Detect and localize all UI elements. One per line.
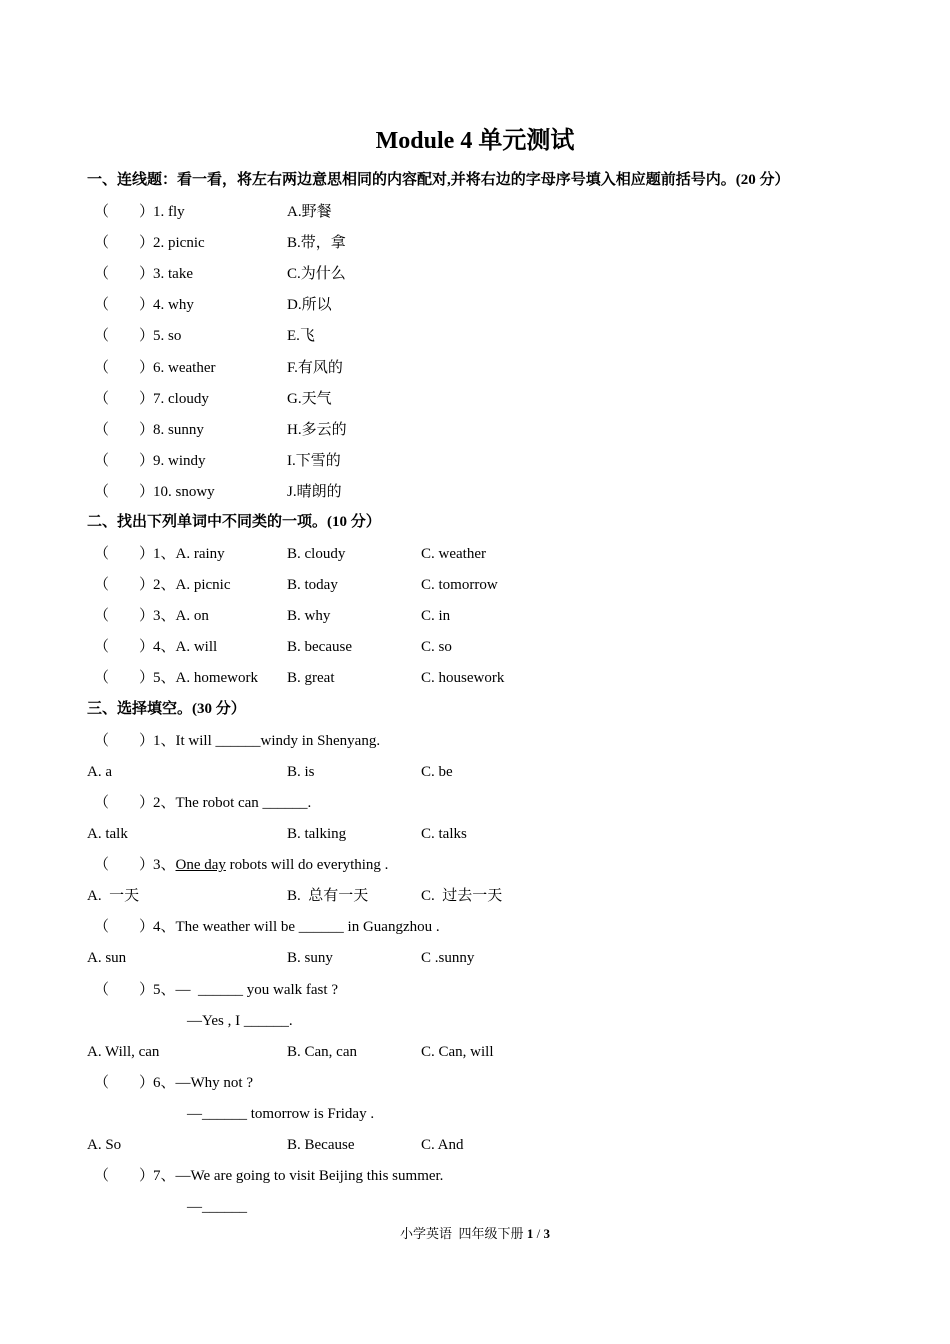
section2-heading: 二、找出下列单词中不同类的一项。(10 分） [87, 514, 381, 530]
question-5: （ ） 5、— ______ you walk fast ? [94, 982, 338, 998]
question-6-options: A. So B. Because C. And [87, 1137, 464, 1153]
question-5-reply: —Yes , I ______. [187, 1013, 293, 1029]
match-row: （ ） 2. picnic B.带，拿 [94, 235, 346, 251]
match-row: （ ） 5. so E.飞 [94, 328, 315, 344]
question-2: （ ） 2、The robot can ______. [94, 795, 312, 811]
odd-one-out-row: （ ） 1、A. rainy B. cloudy C. weather [94, 546, 486, 562]
question-4-options: A. sun B. suny C .sunny [87, 950, 475, 966]
match-row: （ ） 6. weather F.有风的 [94, 360, 343, 376]
match-row: （ ） 1. fly A.野餐 [94, 204, 332, 220]
match-row: （ ） 4. why D.所以 [94, 297, 332, 313]
match-row: （ ） 10. snowy J.晴朗的 [94, 484, 342, 500]
odd-one-out-row: （ ） 5、A. homework B. great C. housework [94, 670, 505, 686]
question-3-options: A. 一天 B. 总有一天 C. 过去一天 [87, 888, 503, 904]
question-3: （ ） 3、One day robots will do everything . [94, 857, 389, 873]
question-2-options: A. talk B. talking C. talks [87, 826, 467, 842]
match-row: （ ） 3. take C.为什么 [94, 266, 346, 282]
page-footer: 小学英语 四年级下册 1 / 3 [400, 1226, 550, 1241]
page-total: 3 [543, 1226, 550, 1241]
page-number: 1 [526, 1226, 534, 1241]
page-title: Module 4 单元测试 [375, 128, 575, 154]
match-row: （ ） 7. cloudy G.天气 [94, 391, 332, 407]
question-7-reply: —______ [187, 1199, 247, 1215]
question-1-options: A. a B. is C. be [87, 764, 453, 780]
section1-heading: 一、连线题：看一看，将左右两边意思相同的内容配对,并将右边的字母序号填入相应题前括号内。(20 分） [87, 172, 790, 188]
question-4: （ ） 4、The weather will be ______ in Guangzhou . [94, 919, 440, 935]
odd-one-out-row: （ ） 4、A. will B. because C. so [94, 639, 452, 655]
odd-one-out-row: （ ） 2、A. picnic B. today C. tomorrow [94, 577, 498, 593]
question-6-reply: —______ tomorrow is Friday . [187, 1106, 375, 1122]
question-1: （ ） 1、It will ______windy in Shenyang. [94, 733, 381, 749]
odd-one-out-row: （ ） 3、A. on B. why C. in [94, 608, 451, 624]
match-row: （ ） 9. windy I.下雪的 [94, 453, 341, 469]
match-row: （ ） 8. sunny H.多云的 [94, 422, 347, 438]
underlined-phrase: One day [175, 857, 226, 873]
section3-heading: 三、选择填空。(30 分） [87, 701, 246, 717]
question-7: （ ） 7、—We are going to visit Beijing this summer. [94, 1168, 444, 1184]
question-6: （ ） 6、—Why not ? [94, 1075, 253, 1091]
question-5-options: A. Will, can B. Can, can C. Can, will [87, 1044, 494, 1060]
